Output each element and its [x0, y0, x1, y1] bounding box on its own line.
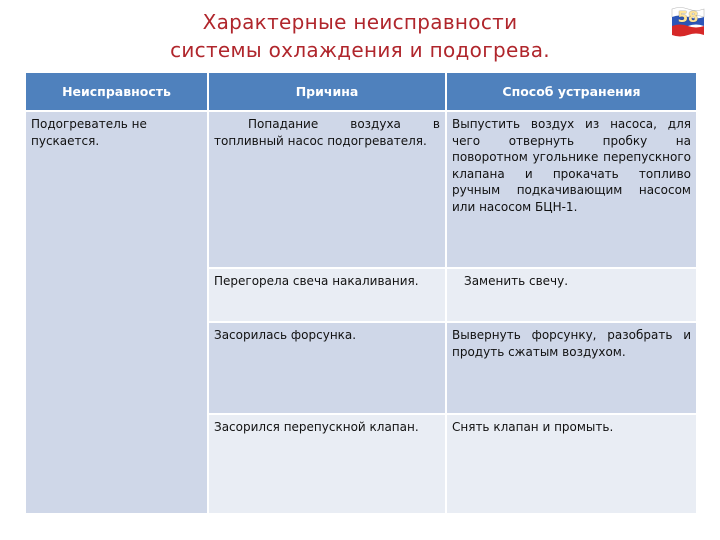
slide-title-line-2: системы охлаждения и подогрева.: [170, 38, 550, 62]
cause-cell: Попадание воздуха в топливный насос подогревателя.: [208, 111, 446, 268]
table-row: [26, 111, 696, 268]
cause-cell: Засорилась форсунка.: [208, 322, 446, 414]
page-number: 58: [677, 8, 699, 26]
header-remedy: Способ устранения: [446, 73, 696, 111]
remedy-cell: Вывернуть форсунку, разобрать и продуть сжатым воздухом.: [446, 322, 696, 414]
faults-table: [26, 73, 696, 515]
slide-title-line-1: Характерные неисправности: [202, 10, 518, 34]
header-cause: Причина: [208, 73, 446, 111]
header-fault: Неисправность: [26, 73, 208, 111]
page-number-badge: [670, 5, 706, 39]
slide-title: [60, 8, 660, 64]
remedy-cell: Выпустить воздух из насоса, для чего отвернуть пробку на поворотном угольнике перепускного клапана и прокачать топливо ручным подкачивающим насосом или насосом БЦН-1.: [446, 111, 696, 268]
table-header-row: [26, 73, 696, 111]
fault-cell: Подогреватель не пускается.: [26, 111, 208, 514]
remedy-cell: Снять клапан и промыть.: [446, 414, 696, 514]
remedy-cell: Заменить свечу.: [446, 268, 696, 322]
cause-cell: Перегорела свеча накаливания.: [208, 268, 446, 322]
cause-cell: Засорился перепускной клапан.: [208, 414, 446, 514]
